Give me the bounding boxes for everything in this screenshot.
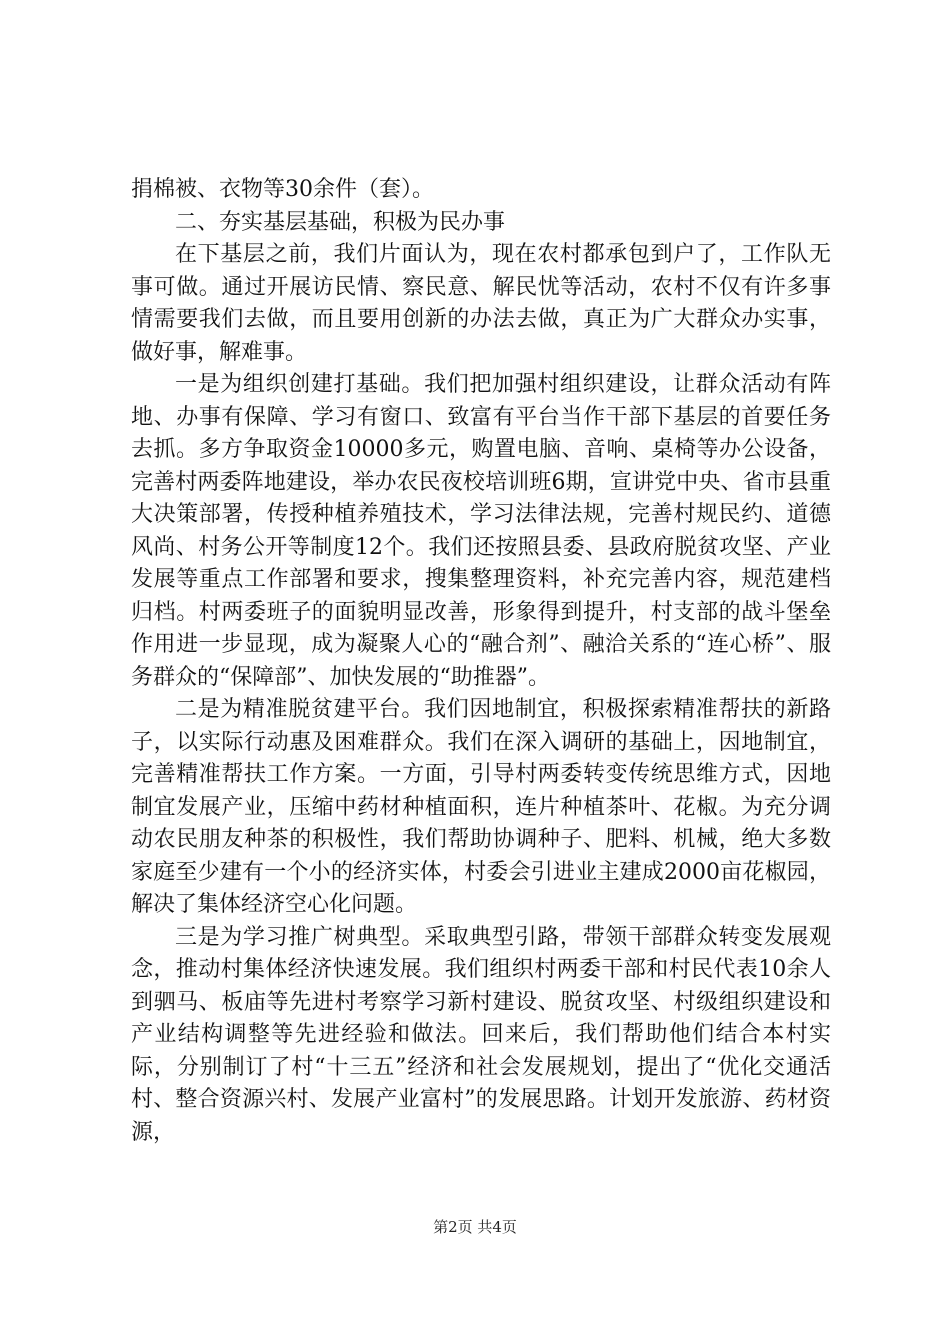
paragraph-poverty-alleviation: 二是为精准脱贫建平台。我们因地制宜，积极探索精准帮扶的新路子，以实际行动惠及困难群众。我们在深入调研的基础上，因地制宜，完善精准帮扶工作方案。一方面，引导村两委转变传统思维方式，因地制宜发展产业，压缩中药材种植面积，连片种植茶叶、花椒。为充分调动农民朋友种茶的积极性，我们帮助协调种子、肥料、机械，绝大多数家庭至少建有一个小的经济实体，村委会引进业主建成2000亩花椒园，解决了集体经济空心化问题。 — [131, 697, 831, 917]
page-footer: 第2页 共4页 — [433, 1218, 517, 1236]
document-body — [131, 174, 831, 1149]
paragraph-organization: 一是为组织创建打基础。我们把加强村组织建设，让群众活动有阵地、办事有保障、学习有窗口、致富有平台当作干部下基层的首要任务去抓。多方争取资金10000多元，购置电脑、音响、桌椅等办公设备，完善村两委阵地建设，举办农民夜校培训班6期，宣讲党中央、省市县重大决策部署，传授种植养殖技术，学习法律法规，完善村规民约、道德风尚、村务公开等制度12个。我们还按照县委、县政府脱贫攻坚、产业发展等重点工作部署和要求，搜集整理资料，补充完善内容，规范建档归档。村两委班子的面貌明显改善，形象得到提升，村支部的战斗堡垒作用进一步显现，成为凝聚人心的“融合剂”、融洽关系的“连心桥”、服务群众的“保障部”、加快发展的“助推器”。 — [131, 372, 831, 690]
paragraph-intro: 在下基层之前，我们片面认为，现在农村都承包到户了，工作队无事可做。通过开展访民情、察民意、解民忧等活动，农村不仅有许多事情需要我们去做，而且要用创新的办法去做，真正为广大群众办实事，做好事，解难事。 — [131, 242, 831, 365]
paragraph-continuation: 捐棉被、衣物等30余件（套）。 — [131, 177, 434, 202]
section-heading: 二、夯实基层基础，积极为民办事 — [175, 209, 506, 235]
paragraph-model-learning: 三是为学习推广树典型。采取典型引路，带领干部群众转变发展观念，推动村集体经济快速发展。我们组织村两委干部和村民代表10余人到驷马、板庙等先进村考察学习新村建设、脱贫攻坚、村级组织建设和产业结构调整等先进经验和做法。回来后，我们帮助他们结合本村实际，分别制订了村“十三五”经济和社会发展规划，提出了“优化交通活村、整合资源兴村、发展产业富村”的发展思路。计划开发旅游、药材资源， — [131, 924, 831, 1145]
